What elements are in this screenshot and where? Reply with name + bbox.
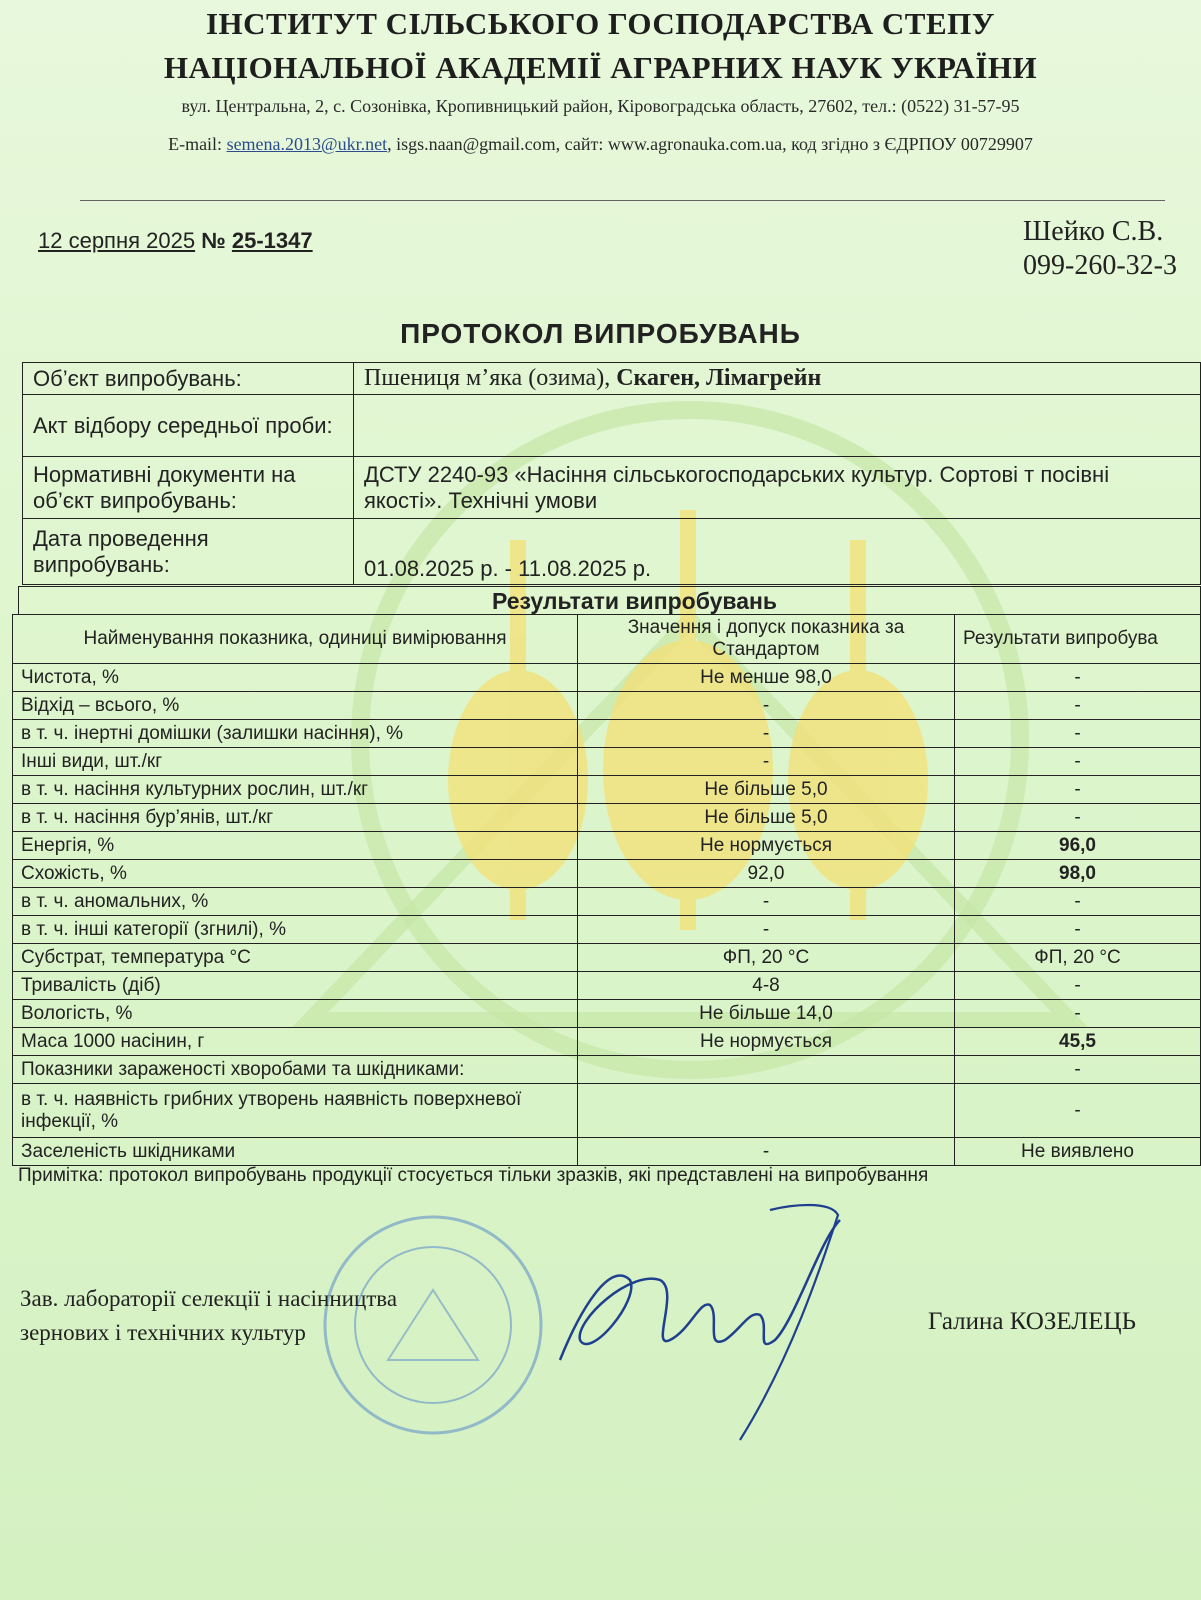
norm-label: Нормативні документи на об’єкт випробувань: [23,457,354,519]
email-label: E-mail: [168,134,223,154]
result-value: - [955,776,1201,804]
table-row [13,888,1201,916]
result-value: 45,5 [955,1028,1201,1056]
result-value: ФП, 20 °С [955,944,1201,972]
indicator-name: в т. ч. насіння бур’янів, шт./кг [13,804,578,832]
indicator-name: Схожість, % [13,860,578,888]
email-link[interactable]: semena.2013@ukr.net [226,134,388,154]
indicator-name: Чистота, % [13,664,578,692]
standard-value: - [578,888,955,916]
indicator-name: в т. ч. наявність грибних утворень наявність поверхневої інфекції, % [13,1084,578,1138]
table-row [13,1056,1201,1084]
indicator-name: Інші види, шт./кг [13,748,578,776]
result-value: Не виявлено [955,1138,1201,1166]
indicator-name: в т. ч. інертні домішки (залишки насіння), % [13,720,578,748]
act-value [354,395,1201,457]
signer-position-line2: зернових і технічних культур [20,1320,306,1345]
indicator-name: в т. ч. аномальних, % [13,888,578,916]
indicator-name: Енергія, % [13,832,578,860]
signer-name: Галина КОЗЕЛЕЦЬ [928,1308,1136,1335]
table-row [13,720,1201,748]
result-value: 98,0 [955,860,1201,888]
standard-value: - [578,692,955,720]
result-value: - [955,1000,1201,1028]
table-row [13,804,1201,832]
result-value: - [955,1056,1201,1084]
addressee-phone: 099-260-32-3 [1023,250,1177,281]
table-row [13,692,1201,720]
page-title: ПРОТОКОЛ ВИПРОБУВАНЬ [400,318,801,349]
result-value: - [955,972,1201,1000]
standard-value: - [578,916,955,944]
table-row [13,1000,1201,1028]
institute-address: вул. Центральна, 2, с. Созонівка, Кропивницький район, Кіровоградська область, 27602, тел.: (0522) 31-57-95 [181,96,1020,116]
standard-value: Не менше 98,0 [578,664,955,692]
addressee-name: Шейко С.В. [1023,216,1164,247]
table-row [13,944,1201,972]
indicator-name: Субстрат, температура °С [13,944,578,972]
signature [520,1190,850,1450]
info-table [22,362,1201,585]
result-value: - [955,720,1201,748]
result-value: 96,0 [955,832,1201,860]
document-date: 12 серпня 2025 [38,228,196,253]
standard-value [578,1056,955,1084]
col-header-standard: Значення і допуск показника за Стандартом [578,615,955,664]
results-header-row [13,615,1201,664]
standard-value: Не більше 14,0 [578,1000,955,1028]
norm-value: ДСТУ 2240-93 «Насіння сільськогосподарських культур. Сортові т посівні якості». Технічні умови [354,457,1201,519]
object-value [354,363,1201,395]
indicator-name: в т. ч. інші категорії (згнилі), % [13,916,578,944]
col-header-result: Результати випробува [955,615,1201,664]
standard-value: Не нормується [578,1028,955,1056]
object-label: Об’єкт випробувань: [23,363,354,395]
test-date-label: Дата проведення випробувань: [23,519,354,585]
result-value: - [955,1084,1201,1138]
table-row [13,1028,1201,1056]
results-table [12,614,1201,1166]
col-header-indicator: Найменування показника, одиниці вимірювання [13,615,578,664]
indicator-name: Відхід – всього, % [13,692,578,720]
institute-name-line1: ІНСТИТУТ СІЛЬСЬКОГО ГОСПОДАРСТВА СТЕПУ [205,6,996,41]
standard-value: - [578,1138,955,1166]
signer-position [20,1282,397,1350]
table-row [13,748,1201,776]
standard-value: Не більше 5,0 [578,776,955,804]
indicator-name: Маса 1000 насінин, г [13,1028,578,1056]
result-value: - [955,888,1201,916]
indicator-name: Тривалість (діб) [13,972,578,1000]
result-value: - [955,916,1201,944]
header-divider [80,200,1165,201]
standard-value: 4-8 [578,972,955,1000]
indicator-name: в т. ч. насіння культурних рослин, шт./кг [13,776,578,804]
info-row-date [23,519,1201,585]
object-crop: Пшениця м’яка (озима), [364,365,611,391]
standard-value: Не більше 5,0 [578,804,955,832]
standard-value [578,1084,955,1138]
indicator-name: Вологість, % [13,1000,578,1028]
table-row [13,832,1201,860]
standard-value: - [578,720,955,748]
info-row-norm [23,457,1201,519]
result-value: - [955,692,1201,720]
table-row [13,664,1201,692]
table-row [13,776,1201,804]
standard-value: Не нормується [578,832,955,860]
note: Примітка: протокол випробувань продукції стосується тільки зразків, які представлені на випробування [18,1165,929,1186]
signer-position-line1: Зав. лабораторії селекції і насінництва [20,1286,398,1311]
info-row-object [23,363,1201,395]
document-number: 25-1347 [231,228,313,253]
test-date-value: 01.08.2025 р. - 11.08.2025 р. [354,519,1201,585]
contacts-rest: , isgs.naan@gmail.com, сайт: www.agronauka.com.ua, код згідно з ЄДРПОУ 00729907 [387,134,1033,154]
standard-value: 92,0 [578,860,955,888]
document-date-number [38,228,313,254]
institute-contacts [0,134,1201,155]
info-row-act [23,395,1201,457]
addressee [1023,215,1177,283]
standard-value: ФП, 20 °С [578,944,955,972]
table-row [13,972,1201,1000]
object-variety: Скаген, Лімагрейн [616,365,822,391]
act-label: Акт відбору середньої проби: [23,395,354,457]
indicator-name: Показники зараженості хворобами та шкідниками: [13,1056,578,1084]
table-row [13,1138,1201,1166]
table-row [13,1084,1201,1138]
table-row [13,916,1201,944]
table-row [13,860,1201,888]
results-body [13,664,1201,1166]
institute-name-line2: НАЦІОНАЛЬНОЇ АКАДЕМІЇ АГРАРНИХ НАУК УКРАЇНИ [163,50,1038,85]
results-title: Результати випробувань [18,586,1201,614]
result-value: - [955,804,1201,832]
number-label: № [201,228,226,253]
result-value: - [955,664,1201,692]
standard-value: - [578,748,955,776]
result-value: - [955,748,1201,776]
indicator-name: Заселеність шкідниками [13,1138,578,1166]
